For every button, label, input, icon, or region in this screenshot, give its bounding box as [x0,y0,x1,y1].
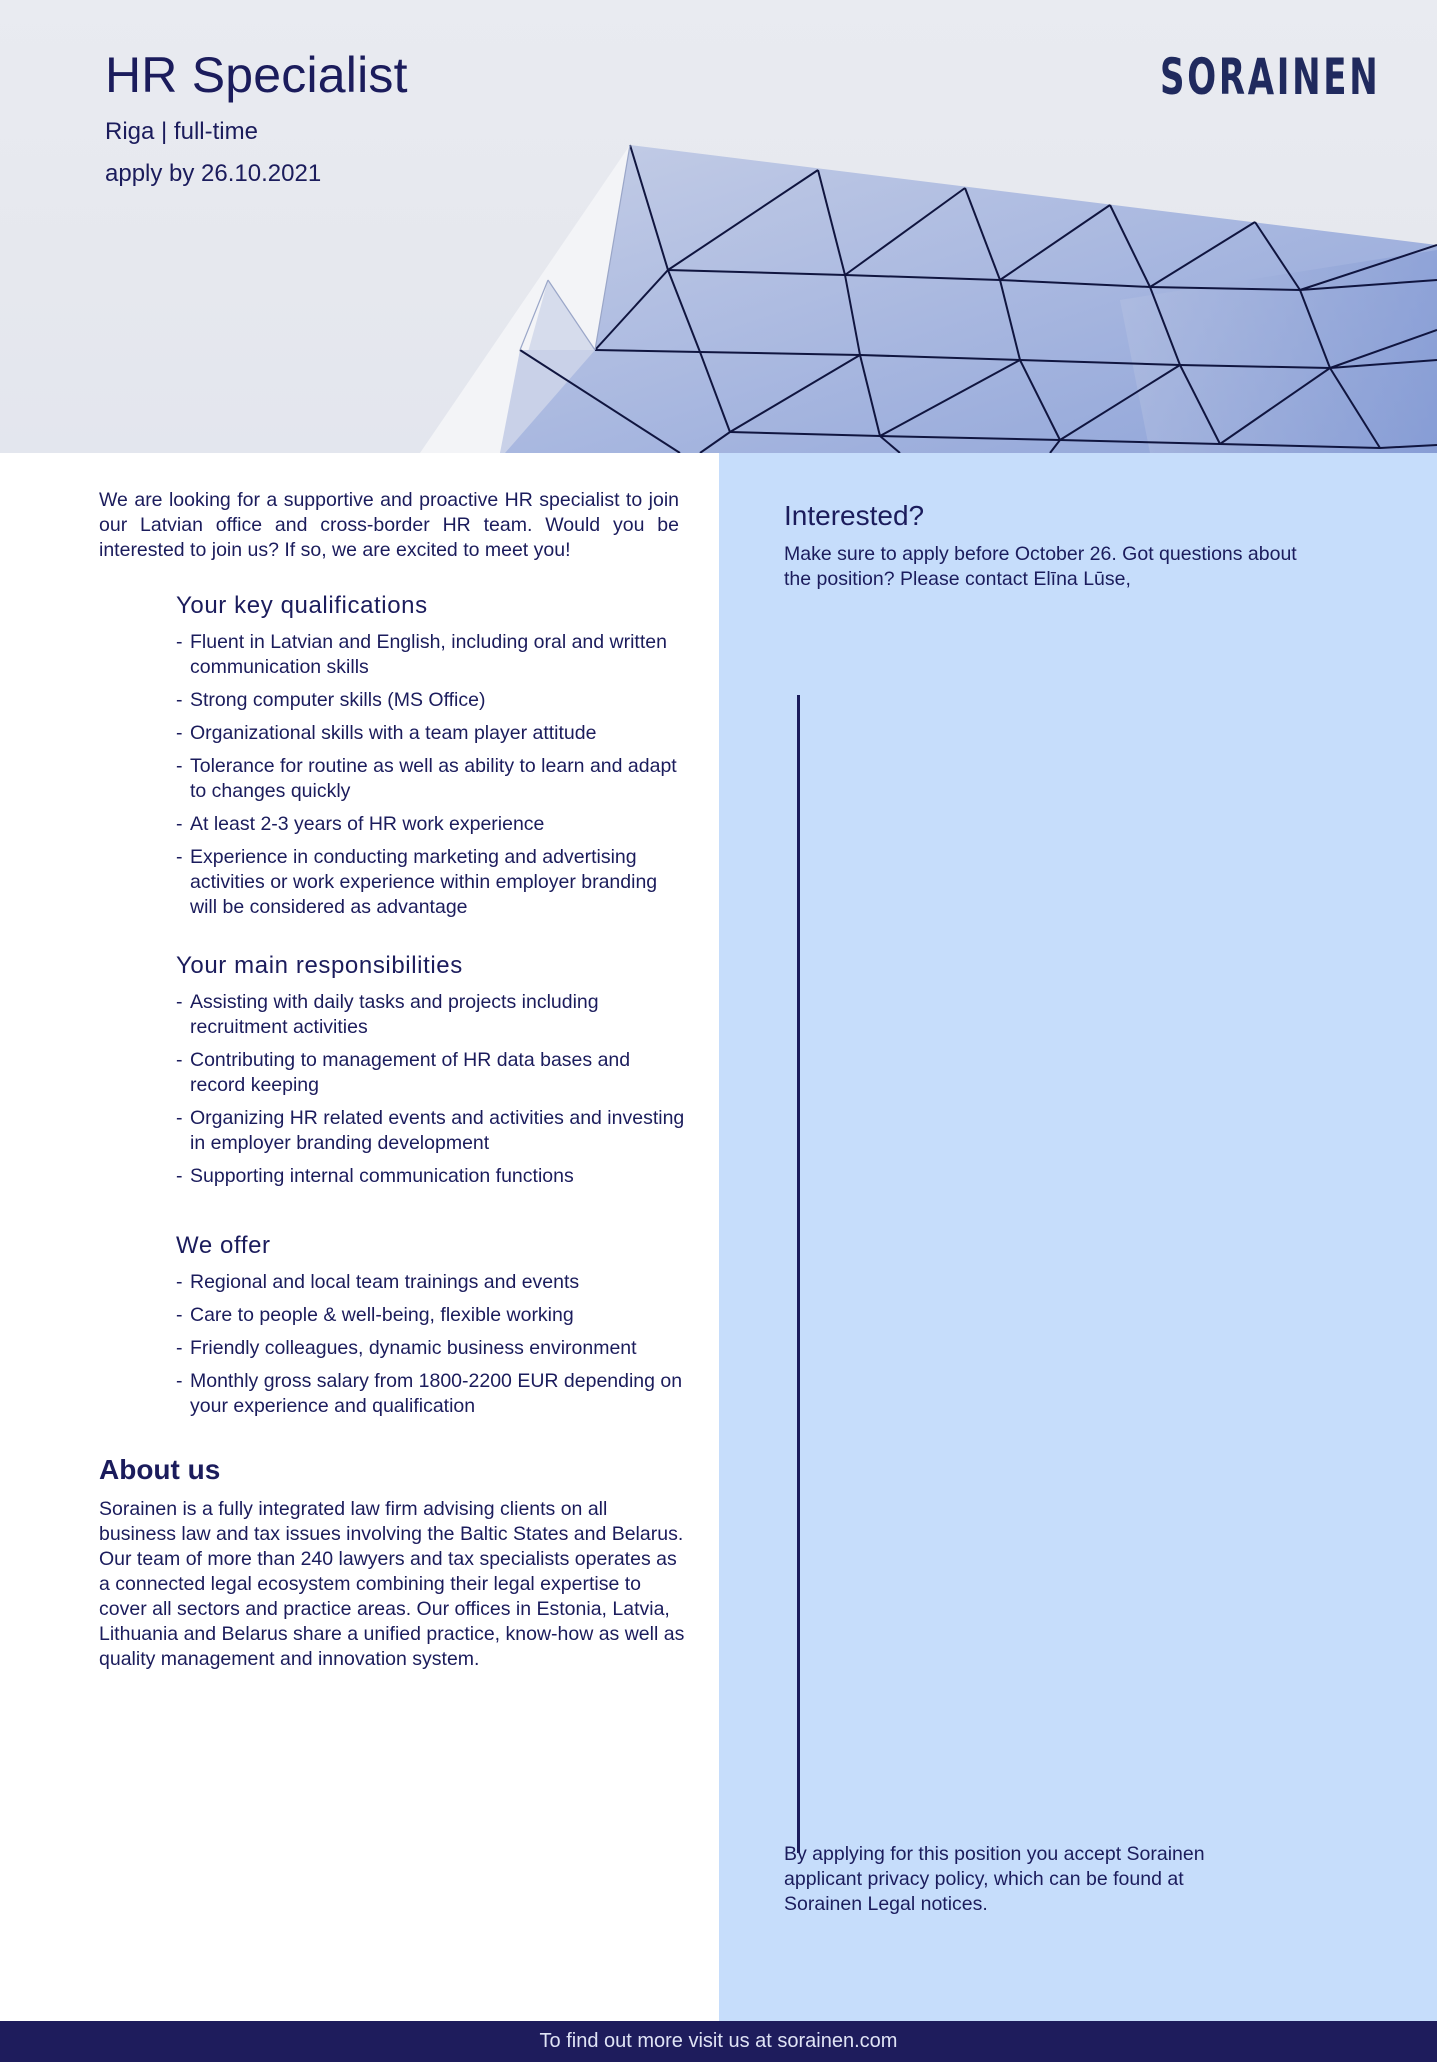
offer-section [176,1232,686,1427]
list-item: - Strong computer skills (MS Office) [176,689,486,711]
offer-list [176,1270,686,1419]
list-item: - At least 2-3 years of HR work experience [176,813,545,835]
list-item: - Monthly gross salary from 1800-2200 EUR depending on your experience and qualification [176,1370,683,1417]
job-location: Riga | full-time [105,118,258,145]
list-item: - Experience in conducting marketing and advertising activities or work experience within employer branding will be considered as advantage [176,846,658,918]
list-item: - Organizing HR related events and activities and investing in employer branding development [176,1107,685,1154]
list-item: - Tolerance for routine as well as ability to learn and adapt to changes quickly [176,755,677,802]
list-item: - Regional and local team trainings and events [176,1271,580,1293]
list-item: - Assisting with daily tasks and projects including recruitment activities [176,991,599,1038]
footer-text: To find out more visit us at sorainen.com [539,2030,898,2052]
hero-banner [0,0,1437,453]
list-item: - Contributing to management of HR data bases and record keeping [176,1049,631,1096]
divider-line [797,695,800,1853]
offer-heading: We offer [176,1232,271,1259]
footer-bar [0,2021,1437,2062]
application-deadline: apply by 26.10.2021 [105,160,322,187]
list-item: - Fluent in Latvian and English, including oral and written communication skills [176,631,667,678]
qualifications-heading: Your key qualifications [176,592,428,619]
privacy-notice: By applying for this position you accept Sorainen applicant privacy policy, which can be found at Sorainen Legal notices. [784,1843,1205,1915]
contact-text: Make sure to apply before October 26. Got questions about the position? Please contact Elīna Lūse, [784,543,1297,590]
list-item: - Friendly colleagues, dynamic business environment [176,1337,637,1359]
list-item: - Organizational skills with a team player attitude [176,722,597,744]
intro-paragraph: We are looking for a supportive and proactive HR specialist to join our Latvian office and cross-border HR team. Would you be interested to join us? If so, we are excited to meet you! [99,489,679,561]
job-title: HR Specialist [105,47,408,103]
qualifications-list [176,630,686,920]
contact-panel [719,453,1437,2021]
list-item: - Supporting internal communication functions [176,1165,574,1187]
interested-heading: Interested? [784,500,925,531]
responsibilities-list [176,990,686,1189]
sorainen-logo: SORAINEN [1160,48,1381,106]
list-item: - Care to people & well-being, flexible working [176,1304,574,1326]
about-heading: About us [99,1454,221,1485]
responsibilities-heading: Your main responsibilities [176,952,463,979]
qualifications-section [176,592,686,928]
about-paragraph: Sorainen is a fully integrated law firm advising clients on all business law and tax issues involving the Baltic States and Belarus. Our team of more than 240 lawyers and tax specialists operates as a connected legal ecosystem combining their legal expertise to cover all sectors and practice areas. Our offices in Estonia, Latvia, Lithuania and Belarus share a unified practice, know-how as well as quality management and innovation system. [99,1498,685,1670]
responsibilities-section [176,952,686,1197]
